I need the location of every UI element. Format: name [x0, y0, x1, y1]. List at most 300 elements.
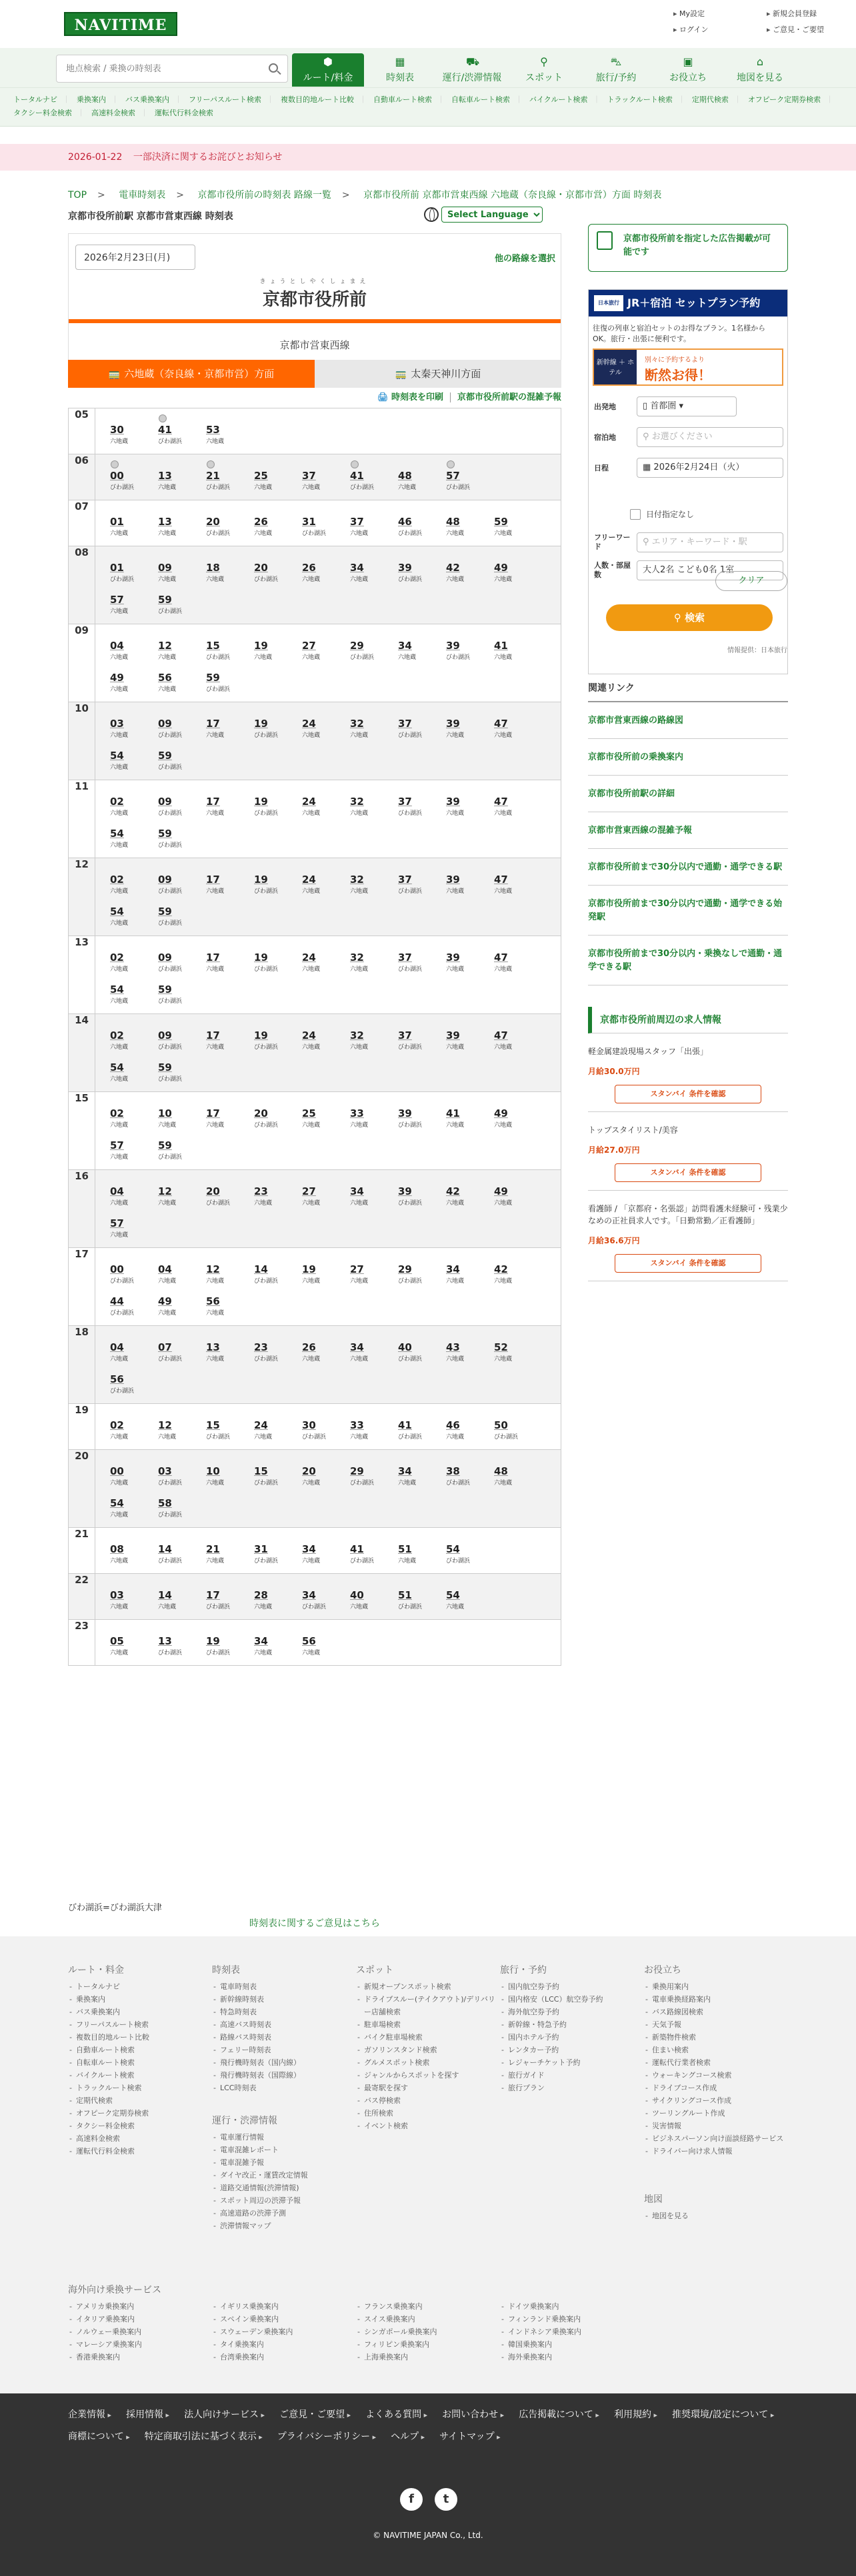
departure-minute[interactable]: 50 [494, 1419, 508, 1431]
departure[interactable] [158, 898, 206, 930]
departure[interactable] [254, 1582, 302, 1614]
footer-link[interactable]: 利用規約 ▸ [614, 2404, 657, 2426]
departure-minute[interactable]: 12 [158, 1185, 172, 1197]
departure[interactable] [494, 1334, 542, 1366]
sitemap-link[interactable]: - 海外乗換案内 [500, 2351, 644, 2363]
footer-link[interactable]: 企業情報 ▸ [68, 2404, 111, 2426]
footer-link[interactable]: 特定商取引法に基づく表示 ▸ [145, 2426, 263, 2448]
departure-minute[interactable]: 56 [206, 1295, 220, 1307]
departure-minute[interactable]: 53 [206, 424, 220, 436]
clear-button[interactable]: クリア [715, 571, 787, 591]
departure[interactable] [254, 1536, 302, 1568]
departure[interactable] [302, 1412, 350, 1444]
departure-minute[interactable]: 39 [446, 796, 460, 808]
subnav-item[interactable]: オフピーク定期券検索 ｜ [748, 95, 833, 104]
subnav-item[interactable]: トータルナビ ｜ [13, 95, 70, 104]
departure[interactable] [254, 788, 302, 820]
departure-minute[interactable]: 27 [302, 640, 316, 652]
departure[interactable] [158, 1132, 206, 1164]
freeword-input[interactable]: ⚲ エリア・キーワード・駅 [637, 532, 783, 552]
footer-link[interactable]: サイトマップ ▸ [439, 2426, 501, 2448]
departure[interactable] [350, 1412, 398, 1444]
departure[interactable] [158, 1334, 206, 1366]
departure[interactable] [350, 1256, 398, 1288]
departure-minute[interactable]: 54 [110, 828, 124, 840]
departure-minute[interactable]: 17 [206, 718, 220, 730]
departure[interactable] [110, 710, 158, 742]
departure-minute[interactable]: 18 [206, 562, 220, 574]
departure-minute[interactable]: 54 [446, 1543, 460, 1555]
departure-minute[interactable]: 14 [254, 1263, 268, 1275]
departure-minute[interactable]: 09 [158, 718, 172, 730]
departure-minute[interactable]: 19 [206, 1635, 220, 1647]
departure[interactable] [446, 1100, 494, 1132]
departure[interactable] [254, 632, 302, 664]
sitemap-link[interactable]: - 台湾乗換案内 [212, 2351, 356, 2363]
departure-minute[interactable]: 26 [302, 1341, 316, 1353]
sitemap-link[interactable]: - フェリー時刻表 [212, 2044, 301, 2056]
departure[interactable] [206, 462, 254, 494]
sitemap-link[interactable]: - ウォーキングコース検索 [644, 2069, 788, 2082]
departure-minute[interactable]: 49 [494, 1185, 508, 1197]
departure[interactable] [446, 1536, 494, 1568]
departure[interactable] [446, 866, 494, 898]
sitemap-link[interactable]: - スイス乗換案内 [356, 2313, 500, 2325]
departure-minute[interactable]: 27 [350, 1263, 364, 1275]
notice-text[interactable]: 一部決済に関するお詫びとお知らせ [133, 152, 283, 163]
sitemap-heading[interactable]: 時刻表 [212, 1965, 240, 1976]
departure-minute[interactable]: 56 [110, 1373, 124, 1385]
sitemap-link[interactable]: - 住所検索 [356, 2107, 496, 2120]
departure-minute[interactable]: 24 [302, 718, 316, 730]
departure-minute[interactable]: 39 [398, 1185, 412, 1197]
footer-link[interactable]: ご意見・ご要望 ▸ [279, 2404, 351, 2426]
departure-minute[interactable]: 42 [446, 1185, 460, 1197]
subnav-item[interactable]: 自動車ルート検索 ｜ [373, 95, 445, 104]
departure[interactable] [446, 554, 494, 586]
departure-minute[interactable]: 57 [446, 470, 460, 482]
job-detail-button[interactable]: スタンバイ 条件を確認 [615, 1085, 761, 1103]
departure-minute[interactable]: 32 [350, 796, 364, 808]
departure[interactable] [254, 1412, 302, 1444]
departure-minute[interactable]: 17 [206, 1029, 220, 1041]
stay-select[interactable]: ⚲ お選びください [637, 427, 783, 447]
sitemap-link[interactable]: - バス停検索 [356, 2094, 496, 2107]
departure[interactable] [110, 944, 158, 976]
departure-minute[interactable]: 26 [302, 562, 316, 574]
departure[interactable] [254, 1022, 302, 1054]
twitter-icon[interactable]: t [435, 2488, 457, 2511]
departure[interactable] [302, 1022, 350, 1054]
departure-minute[interactable]: 47 [494, 796, 508, 808]
departure[interactable] [110, 976, 158, 1008]
departure[interactable] [494, 944, 542, 976]
departure[interactable] [206, 788, 254, 820]
sitemap-link[interactable]: - 自転車ルート検索 [68, 2056, 149, 2069]
related-link[interactable]: 京都市役所前まで30分以内・乗換なしで通勤・通学できる駅 [588, 936, 788, 985]
departure[interactable] [398, 462, 446, 494]
departure-minute[interactable]: 04 [110, 1341, 124, 1353]
departure[interactable] [158, 976, 206, 1008]
departure-minute[interactable]: 10 [206, 1465, 220, 1477]
departure[interactable] [350, 866, 398, 898]
departure[interactable] [350, 462, 398, 494]
departure-minute[interactable]: 51 [398, 1589, 412, 1601]
departure-minute[interactable]: 25 [254, 470, 268, 482]
departure-minute[interactable]: 54 [110, 1061, 124, 1073]
departure[interactable] [302, 1100, 350, 1132]
departure-minute[interactable]: 39 [446, 1029, 460, 1041]
departure[interactable] [158, 1412, 206, 1444]
subnav-item[interactable]: 定期代検索 ｜ [692, 95, 741, 104]
sitemap-link[interactable]: - 運転代行業者検索 [644, 2056, 788, 2069]
sitemap-link[interactable]: - トータルナビ [68, 1980, 149, 1993]
sitemap-link[interactable]: - 複数目的地ルート比較 [68, 2031, 149, 2044]
departure-minute[interactable]: 03 [110, 718, 124, 730]
departure[interactable] [350, 1334, 398, 1366]
departure[interactable] [350, 1458, 398, 1490]
departure-minute[interactable]: 17 [206, 1107, 220, 1119]
departure[interactable] [158, 1628, 206, 1660]
departure-minute[interactable]: 46 [398, 516, 412, 528]
departure[interactable] [254, 944, 302, 976]
departure[interactable] [398, 866, 446, 898]
departure-minute[interactable]: 41 [446, 1107, 460, 1119]
departure-minute[interactable]: 24 [302, 874, 316, 886]
departure-minute[interactable]: 54 [110, 1497, 124, 1509]
departure-minute[interactable]: 00 [110, 470, 124, 482]
footer-link[interactable]: お問い合わせ ▸ [442, 2404, 504, 2426]
departure-minute[interactable]: 59 [158, 983, 172, 995]
departure-minute[interactable]: 19 [302, 1263, 316, 1275]
sitemap-link[interactable]: - ドライバー向け求人情報 [644, 2145, 788, 2158]
departure[interactable] [350, 554, 398, 586]
departure-minute[interactable]: 08 [110, 1543, 124, 1555]
departure-minute[interactable]: 32 [350, 874, 364, 886]
sitemap-link[interactable]: - 自動車ルート検索 [68, 2044, 149, 2056]
departure[interactable] [158, 710, 206, 742]
departure-minute[interactable]: 20 [254, 562, 268, 574]
footer-link[interactable]: 採用情報 ▸ [126, 2404, 169, 2426]
departure-minute[interactable]: 13 [206, 1341, 220, 1353]
departure-minute[interactable]: 03 [158, 1465, 172, 1477]
sitemap-link[interactable]: - ドライブスルー(テイクアウト)/デリバリー店舗検索 [356, 1993, 496, 2018]
departure-minute[interactable]: 34 [350, 1341, 364, 1353]
related-link[interactable]: 京都市役所前駅の詳細 [588, 776, 788, 812]
people-select[interactable]: 大人2名 こども0名 1室 [637, 560, 783, 580]
subnav-item[interactable]: 高速料金検索 ｜ [91, 109, 148, 117]
departure-minute[interactable]: 59 [158, 1061, 172, 1073]
departure-minute[interactable]: 42 [446, 562, 460, 574]
departure-minute[interactable]: 34 [446, 1263, 460, 1275]
departure-minute[interactable]: 37 [398, 796, 412, 808]
sitemap-link[interactable]: - バイク駐車場検索 [356, 2031, 496, 2044]
departure-minute[interactable]: 34 [350, 562, 364, 574]
sitemap-link[interactable]: - 電車乗換経路案内 [644, 1993, 788, 2006]
departure[interactable] [302, 1458, 350, 1490]
sitemap-link[interactable]: - スペイン乗換案内 [212, 2313, 356, 2325]
departure[interactable] [398, 508, 446, 540]
departure-minute[interactable]: 17 [206, 874, 220, 886]
sitemap-link[interactable]: - インドネシア乗換案内 [500, 2325, 644, 2338]
related-link[interactable]: 京都市営東西線の路線図 [588, 702, 788, 739]
congestion-link[interactable]: 京都市役所前駅の混雑予報 [450, 392, 561, 402]
departure-minute[interactable]: 23 [254, 1341, 268, 1353]
departure[interactable] [494, 788, 542, 820]
departure-minute[interactable]: 24 [302, 1029, 316, 1041]
departure-minute[interactable]: 58 [158, 1497, 172, 1509]
sitemap-link[interactable]: - 海外航空券予約 [500, 2006, 603, 2018]
departure-minute[interactable]: 41 [350, 470, 364, 482]
departure[interactable] [206, 1100, 254, 1132]
departure[interactable] [158, 1054, 206, 1086]
sitemap-link[interactable]: - 住まい検索 [644, 2044, 788, 2056]
departure-minute[interactable]: 52 [494, 1341, 508, 1353]
sitemap-link[interactable]: - 上海乗換案内 [356, 2351, 500, 2363]
sitemap-link[interactable]: - サイクリングコース作成 [644, 2094, 788, 2107]
departure[interactable] [350, 1022, 398, 1054]
departure-minute[interactable]: 39 [398, 1107, 412, 1119]
date-input[interactable]: ▦ 2026年2月24日（火） [637, 458, 783, 478]
related-link[interactable]: 京都市役所前まで30分以内で通勤・通学できる駅 [588, 849, 788, 886]
departure[interactable] [158, 1022, 206, 1054]
departure[interactable] [206, 1022, 254, 1054]
departure-minute[interactable]: 19 [254, 796, 268, 808]
departure[interactable] [206, 866, 254, 898]
timetable-opinion-link[interactable]: 時刻表に関するご意見はこちら [249, 1918, 380, 1929]
departure[interactable] [110, 820, 158, 852]
sitemap-link[interactable]: - レンタカー予約 [500, 2044, 603, 2056]
departure[interactable] [350, 632, 398, 664]
sitemap-link[interactable]: - 電車混雑予報 [212, 2156, 308, 2169]
related-link[interactable]: 京都市営東西線の混雑予報 [588, 812, 788, 849]
departure-minute[interactable]: 15 [254, 1465, 268, 1477]
departure-minute[interactable]: 21 [206, 470, 220, 482]
subnav-item[interactable]: タクシー料金検索 ｜ [13, 109, 85, 117]
departure[interactable] [254, 710, 302, 742]
departure[interactable] [494, 710, 542, 742]
sitemap-link[interactable]: - バス路線図検索 [644, 2006, 788, 2018]
departure-minute[interactable]: 33 [350, 1419, 364, 1431]
departure-minute[interactable]: 59 [158, 1139, 172, 1151]
other-lines-link[interactable]: 他の路線を選択 [494, 254, 555, 264]
departure[interactable] [206, 1256, 254, 1288]
sitemap-link[interactable]: - 国内航空券予約 [500, 1980, 603, 1993]
sitemap-link[interactable]: - フィリピン乗換案内 [356, 2338, 500, 2351]
footer-link[interactable]: 法人向けサービス ▸ [184, 2404, 265, 2426]
departure[interactable] [158, 1288, 206, 1320]
departure[interactable] [110, 462, 158, 494]
job-detail-button[interactable]: スタンバイ 条件を確認 [615, 1163, 761, 1182]
departure[interactable] [254, 1178, 302, 1210]
departure-minute[interactable]: 33 [350, 1107, 364, 1119]
departure-minute[interactable]: 02 [110, 1419, 124, 1431]
job-title[interactable]: 軽金属建設現場スタッフ「出張」 [588, 1047, 709, 1056]
ad-link-box[interactable] [588, 224, 788, 272]
sitemap-link[interactable]: - バイクルート検索 [68, 2069, 149, 2082]
sitemap-link[interactable]: - 乗換案内 [68, 1993, 149, 2006]
departure[interactable] [350, 1178, 398, 1210]
departure-minute[interactable]: 48 [446, 516, 460, 528]
departure[interactable] [494, 1022, 542, 1054]
sitemap-link[interactable]: - スポット周辺の渋滞予報 [212, 2194, 308, 2207]
subnav-item[interactable]: 自転車ルート検索 ｜ [451, 95, 523, 104]
departure-minute[interactable]: 32 [350, 1029, 364, 1041]
departure[interactable] [494, 632, 542, 664]
departure[interactable] [254, 1334, 302, 1366]
departure-minute[interactable]: 23 [254, 1185, 268, 1197]
sitemap-link[interactable]: - 飛行機時刻表（国内線） [212, 2056, 301, 2069]
subnav-item[interactable]: 複数目的地ルート比較 ｜ [281, 95, 367, 104]
departure[interactable] [302, 866, 350, 898]
departure-minute[interactable]: 47 [494, 1029, 508, 1041]
departure[interactable] [110, 1412, 158, 1444]
departure[interactable] [446, 710, 494, 742]
sitemap-link[interactable]: - ドイツ乗換案内 [500, 2300, 644, 2313]
departure-minute[interactable]: 32 [350, 952, 364, 964]
departure[interactable] [446, 944, 494, 976]
departure[interactable] [206, 944, 254, 976]
sitemap-link[interactable]: - 韓国乗換案内 [500, 2338, 644, 2351]
departure[interactable] [446, 1178, 494, 1210]
departure[interactable] [446, 788, 494, 820]
departure-minute[interactable]: 49 [110, 672, 124, 684]
departure-minute[interactable]: 09 [158, 874, 172, 886]
facebook-icon[interactable]: f [400, 2488, 423, 2511]
sitemap-heading[interactable]: 地図 [644, 2194, 663, 2205]
departure[interactable] [302, 1256, 350, 1288]
sitemap-link[interactable]: - 乗換用案内 [644, 1980, 788, 1993]
departure-minute[interactable]: 30 [110, 424, 124, 436]
departure[interactable] [302, 1536, 350, 1568]
departure-minute[interactable]: 12 [158, 1419, 172, 1431]
tab-direction-rokujizo[interactable] [68, 360, 315, 388]
subnav-item[interactable]: 乗換案内 ｜ [77, 95, 119, 104]
sitemap-link[interactable]: - 定期代検索 [68, 2094, 149, 2107]
job-item[interactable] [588, 1112, 788, 1191]
sitemap-link[interactable]: - 最寄駅を探す [356, 2082, 496, 2094]
nav-item-useful[interactable] [652, 53, 724, 87]
departure[interactable] [302, 1334, 350, 1366]
sitemap-link[interactable]: - 国内格安（LCC）航空券予約 [500, 1993, 603, 2006]
departure[interactable] [110, 1490, 158, 1522]
departure-minute[interactable]: 49 [494, 1107, 508, 1119]
subnav-item[interactable]: バイクルート検索 ｜ [529, 95, 600, 104]
departure-minute[interactable]: 43 [446, 1341, 460, 1353]
departure[interactable] [158, 788, 206, 820]
nav-item-travel[interactable] [580, 53, 652, 87]
departure[interactable] [446, 1022, 494, 1054]
departure[interactable] [158, 664, 206, 696]
departure[interactable] [494, 554, 542, 586]
departure[interactable] [158, 416, 206, 448]
departure-minute[interactable]: 59 [158, 906, 172, 918]
sitemap-link[interactable]: - 新築物件検索 [644, 2031, 788, 2044]
sitemap-link[interactable]: - ガソリンスタンド検索 [356, 2044, 496, 2056]
departure[interactable] [254, 1458, 302, 1490]
breadcrumb-train-timetable[interactable]: 電車時刻表 [119, 190, 166, 201]
departure-minute[interactable]: 59 [494, 516, 508, 528]
departure[interactable] [446, 508, 494, 540]
departure[interactable] [110, 866, 158, 898]
sitemap-link[interactable]: - 旅行ガイド [500, 2069, 603, 2082]
job-item[interactable] [588, 1191, 788, 1281]
sitemap-link[interactable]: - 特急時刻表 [212, 2006, 301, 2018]
departure[interactable] [110, 742, 158, 774]
departure-minute[interactable]: 41 [350, 1543, 364, 1555]
sitemap-link[interactable]: - トラックルート検索 [68, 2082, 149, 2094]
sitemap-link[interactable]: - 道路交通情報(渋滞情報) [212, 2182, 308, 2194]
departure-minute[interactable]: 56 [302, 1635, 316, 1647]
departure-minute[interactable]: 39 [446, 874, 460, 886]
sitemap-link[interactable]: - マレーシア乗換案内 [68, 2338, 212, 2351]
departure[interactable] [254, 866, 302, 898]
departure[interactable] [110, 1022, 158, 1054]
departure[interactable] [110, 554, 158, 586]
departure[interactable] [302, 1178, 350, 1210]
departure[interactable] [206, 1288, 254, 1320]
navitime-logo[interactable]: NAVITIME [64, 12, 177, 36]
job-item[interactable] [588, 1033, 788, 1112]
sitemap-link[interactable]: - 電車混雑レポート [212, 2144, 308, 2156]
subnav-item[interactable]: フリーパスルート検索 ｜ [189, 95, 274, 104]
departure[interactable] [302, 944, 350, 976]
departure-minute[interactable]: 57 [110, 594, 124, 606]
subnav-item[interactable]: 運転代行料金検索 [155, 109, 213, 117]
departure-minute[interactable]: 02 [110, 1107, 124, 1119]
departure-minute[interactable]: 04 [110, 1185, 124, 1197]
departure[interactable] [158, 1582, 206, 1614]
departure-minute[interactable]: 10 [158, 1107, 172, 1119]
notice-bar[interactable] [0, 144, 856, 171]
departure[interactable] [494, 1412, 542, 1444]
sitemap-link[interactable]: - 新幹線時刻表 [212, 1993, 301, 2006]
departure[interactable] [494, 1256, 542, 1288]
departure-minute[interactable]: 49 [494, 562, 508, 574]
departure-minute[interactable]: 59 [206, 672, 220, 684]
departure-minute[interactable]: 56 [158, 672, 172, 684]
departure[interactable] [446, 1412, 494, 1444]
departure[interactable] [446, 1458, 494, 1490]
departure-select[interactable]: ▯ 首都圏 ▾ [637, 396, 737, 416]
language-select[interactable] [441, 207, 543, 223]
departure-minute[interactable]: 44 [110, 1295, 124, 1307]
subnav-item[interactable]: トラックルート検索 ｜ [607, 95, 685, 104]
departure[interactable] [158, 586, 206, 618]
departure[interactable] [398, 554, 446, 586]
sitemap-link[interactable]: - ジャンルからスポットを探す [356, 2069, 496, 2082]
sitemap-link[interactable]: - オフピーク定期券検索 [68, 2107, 149, 2120]
departure-minute[interactable]: 29 [398, 1263, 412, 1275]
departure[interactable] [350, 788, 398, 820]
sitemap-link[interactable]: - 地図を見る [644, 2210, 689, 2222]
departure-minute[interactable]: 34 [302, 1589, 316, 1601]
footer-link[interactable]: プライバシーポリシー ▸ [277, 2426, 376, 2448]
sitemap-link[interactable]: - シンガポール乗換案内 [356, 2325, 500, 2338]
departure[interactable] [110, 586, 158, 618]
departure[interactable] [206, 1178, 254, 1210]
departure-minute[interactable]: 01 [110, 562, 124, 574]
departure-minute[interactable]: 02 [110, 796, 124, 808]
departure[interactable] [110, 416, 158, 448]
departure-minute[interactable]: 39 [446, 640, 460, 652]
departure-minute[interactable]: 31 [302, 516, 316, 528]
departure-minute[interactable]: 29 [350, 1465, 364, 1477]
departure[interactable] [350, 1100, 398, 1132]
departure[interactable] [302, 462, 350, 494]
departure-minute[interactable]: 04 [158, 1263, 172, 1275]
departure[interactable] [398, 944, 446, 976]
